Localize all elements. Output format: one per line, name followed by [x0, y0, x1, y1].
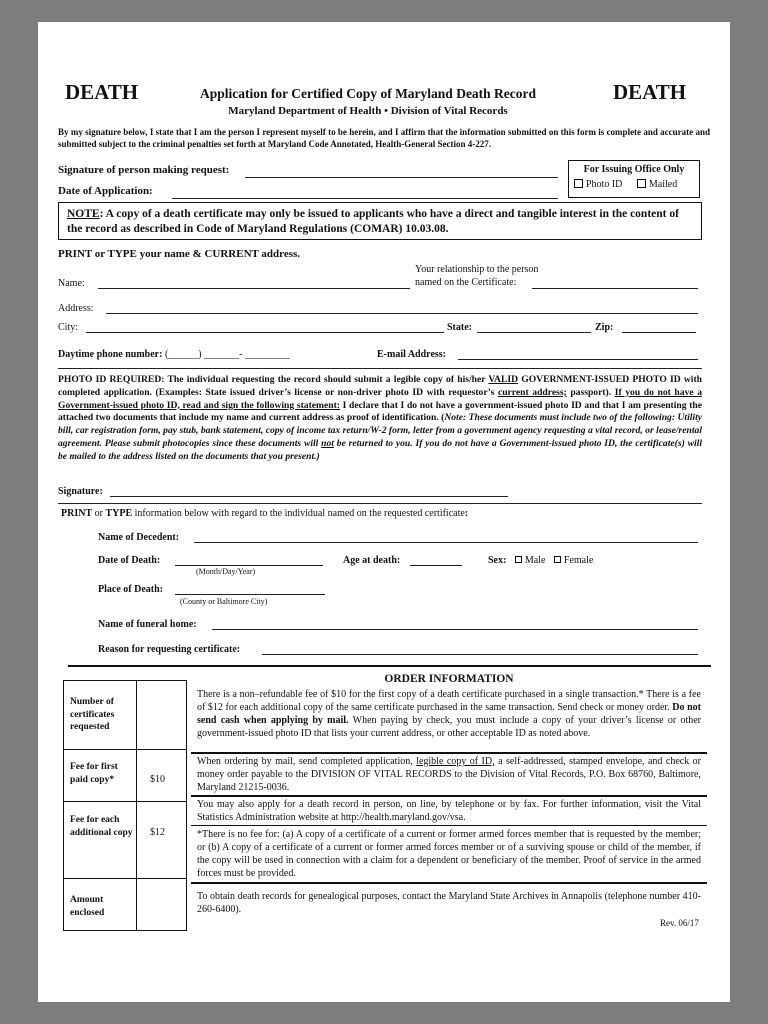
sex-row [488, 555, 593, 566]
date-of-application-label: Date of Application: [58, 185, 153, 197]
section-divider-2 [58, 503, 702, 504]
address-label: Address: [58, 303, 94, 314]
relationship-field[interactable] [532, 288, 698, 289]
male-label: Male [524, 555, 546, 566]
address-field[interactable] [106, 313, 698, 314]
female-label: Female [563, 555, 594, 566]
additional-copy-fee-value: $12 [150, 827, 165, 838]
date-of-death-hint: (Month/Day/Year) [196, 567, 256, 576]
right-death-heading: DEATH [613, 80, 687, 104]
phone-row [58, 349, 290, 360]
reason-field[interactable] [262, 654, 698, 655]
zip-field[interactable] [622, 332, 696, 333]
genealogy-paragraph: To obtain death records for genealogical purposes, contact the Maryland State Archives in Annapolis (telephone number 410-260-6400). [197, 891, 701, 915]
first-copy-fee-label: Fee for first paid copy* [70, 762, 118, 785]
email-field[interactable] [458, 359, 698, 360]
place-of-death-field[interactable] [175, 594, 325, 595]
number-of-certificates-label: Number of certificates requested [70, 697, 115, 732]
place-of-death-hint: (County or Baltimore City) [180, 597, 268, 606]
order-fee-paragraph: There is a non–refundable fee of $10 for the first copy of a death certificate purchased in a single transaction.* There is a fee of $12 for each additional copy of the same certificate purchased in the same transaction. Send check or money order. Do not send cash when applying by mail. When paying by check, you must include a copy of your driver’s license or other government-issued photo ID that lists your current address, or other acceptable ID as noted above. [197, 689, 702, 739]
photo-id-checkbox[interactable] [574, 179, 583, 188]
mail-order-paragraph: When ordering by mail, send completed application, legible copy of ID, a self-addressed, stamped envelope, and check or money order payable to the DIVISION OF VITAL RECORDS to the Division of Vital Records, P.O. Box 68760, Baltimore, Maryland 21215-0036. [197, 756, 702, 793]
decedent-heading: PRINT or TYPE information below with regard to the individual named on the requested certificate: [61, 508, 469, 519]
decedent-name-label: Name of Decedent: [98, 532, 180, 543]
left-death-heading: DEATH [65, 80, 139, 104]
phone-field[interactable]: (______) _______- _________ [164, 349, 290, 360]
city-label: City: [58, 322, 79, 333]
state-field[interactable] [477, 332, 591, 333]
zip-label: Zip: [595, 322, 614, 333]
mailed-checkbox[interactable] [637, 179, 646, 188]
reason-label: Reason for requesting certificate: [98, 644, 241, 655]
place-of-death-label: Place of Death: [98, 584, 163, 595]
note-text: : A copy of a death certificate may only be issued to applicants who have a direct and tangible interest in the content of the record as described in Code of Maryland Regulations (COMAR) 10.03.08. [67, 208, 679, 235]
issuing-office-box [568, 160, 700, 198]
affirmation-statement: By my signature below, I state that I am the person I represent myself to be herein, and I affirm that the information submitted on this form is complete and accurate and submitted subject to the criminal penalties set forth at Maryland Code Annotated, Health-General Section 4-227. [58, 127, 710, 149]
relationship-label-line1: Your relationship to the person [415, 264, 539, 275]
order-information-title: ORDER INFORMATION [384, 673, 514, 685]
photo-id-signature-label: Signature: [58, 486, 103, 497]
decedent-name-field[interactable] [194, 542, 698, 543]
amount-enclosed-field[interactable] [138, 886, 184, 922]
state-label: State: [447, 322, 472, 333]
first-copy-fee-value: $10 [150, 774, 165, 785]
other-methods-paragraph: You may also apply for a death record in person, on line, by telephone or by fax. For further information, visit the Vital Statistics Administration website at http://health.maryland.gov/vsa. [197, 799, 701, 823]
date-of-death-label: Date of Death: [98, 555, 161, 566]
note-box [58, 202, 702, 240]
division-name: Division of Vital Records [390, 105, 508, 117]
number-of-certificates-field[interactable] [138, 699, 184, 729]
note-label: NOTE [67, 208, 100, 220]
age-at-death-field[interactable] [410, 565, 462, 566]
signature-field[interactable] [245, 177, 558, 178]
bullet-separator: • [384, 105, 388, 117]
signature-label: Signature of person making request: [58, 164, 230, 176]
phone-label: Daytime phone number: [58, 349, 163, 360]
male-checkbox[interactable] [515, 556, 522, 563]
date-of-death-field[interactable] [175, 565, 323, 566]
department-name: Maryland Department of Health [228, 105, 382, 117]
order-divider [68, 665, 711, 667]
photo-id-label: Photo ID [586, 179, 623, 190]
applicant-name-label: Name: [58, 278, 85, 289]
section-divider-1 [58, 368, 702, 369]
funeral-home-label: Name of funeral home: [98, 619, 197, 630]
sex-label: Sex: [488, 555, 507, 566]
relationship-label-line2: named on the Certificate: [415, 277, 517, 288]
form-title: Application for Certified Copy of Maryland Death Record [199, 86, 537, 101]
funeral-home-field[interactable] [212, 629, 698, 630]
issuing-office-title: For Issuing Office Only [583, 164, 685, 175]
photo-id-signature-field[interactable] [110, 496, 508, 497]
application-form-page [38, 22, 730, 1002]
order-fee-table [63, 680, 187, 931]
photo-id-requirement: PHOTO ID REQUIRED: The individual requesting the record should submit a legible copy of his/her VALID GOVERNMENT-ISSUED PHOTO ID with completed application. (Examples: State issued driver’s license or non-driver photo ID with requestor’s current address; passport). If you do not have a Government-issued photo ID, read and sign the following statement: I declare that I do not have a government-issued photo ID and that I am presenting the attached two documents that include my name and current address as proof of identification. (Note: These documents must include two of the following: Utility bill, car registration form, pay stub, bank statement, copy of income tax return/W-2 form, letter from a government agency requesting a vital record, or lease/rental agreement. Please submit photocopies since these documents will not be returned to you. If you do not have a Government-issued photo ID, the certificate(s) will be mailed to the address listed on the documents that you present.) [58, 374, 703, 462]
mailed-label: Mailed [648, 179, 678, 190]
revision-date: Rev. 06/17 [660, 918, 699, 928]
female-checkbox[interactable] [554, 556, 561, 563]
applicant-name-field[interactable] [98, 288, 410, 289]
additional-copy-fee-label: Fee for each additional copy [70, 815, 133, 838]
applicant-heading: PRINT or TYPE your name & CURRENT address. [58, 248, 301, 260]
no-fee-paragraph: *There is no fee for: (a) A copy of a certificate of a current or former armed forces member that is requested by the member; or (b) A copy of a certificate of a current or former armed forces member or of a surviving spouse or child of the member, if the copy will be used in connection with a claim for a dependent or beneficiary of the member. Proof of service in the armed forces must be provided. [197, 829, 701, 879]
date-of-application-field[interactable] [172, 198, 558, 199]
email-label: E-mail Address: [377, 349, 446, 360]
form-subtitle [178, 105, 558, 117]
city-field[interactable] [86, 332, 444, 333]
age-at-death-label: Age at death: [343, 555, 401, 566]
amount-enclosed-label: Amount enclosed [70, 895, 105, 918]
